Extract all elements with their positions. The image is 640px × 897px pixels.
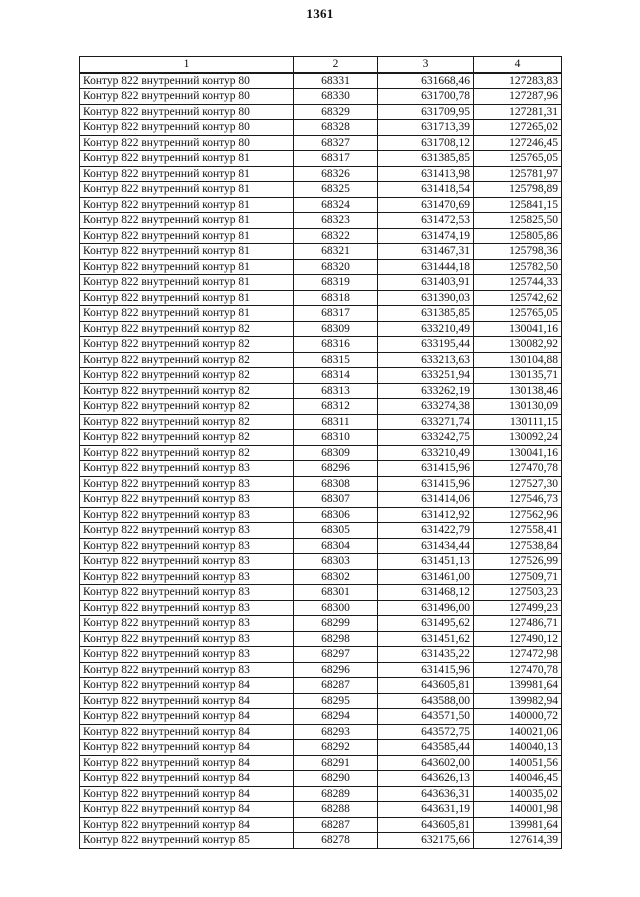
y-coordinate-cell: 125798,89 (474, 182, 562, 198)
x-coordinate-cell: 631700,78 (378, 89, 474, 105)
x-coordinate-cell: 631415,96 (378, 461, 474, 477)
y-coordinate-cell: 125841,15 (474, 197, 562, 213)
point-number-cell: 68305 (294, 523, 378, 539)
y-coordinate-cell: 127472,98 (474, 647, 562, 663)
x-coordinate-cell: 643605,81 (378, 817, 474, 833)
y-coordinate-cell: 127283,83 (474, 73, 562, 89)
contour-name-cell: Контур 822 внутренний контур 84 (80, 817, 294, 833)
table-body (80, 73, 562, 849)
x-coordinate-cell: 631414,06 (378, 492, 474, 508)
y-coordinate-cell: 140021,06 (474, 724, 562, 740)
table-row (80, 662, 562, 678)
point-number-cell: 68301 (294, 585, 378, 601)
x-coordinate-cell: 631474,19 (378, 228, 474, 244)
contour-name-cell: Контур 822 внутренний контур 82 (80, 445, 294, 461)
point-number-cell: 68311 (294, 414, 378, 430)
table-row (80, 337, 562, 353)
y-coordinate-cell: 127546,73 (474, 492, 562, 508)
point-number-cell: 68321 (294, 244, 378, 260)
y-coordinate-cell: 127562,96 (474, 507, 562, 523)
contour-name-cell: Контур 822 внутренний контур 82 (80, 337, 294, 353)
point-number-cell: 68309 (294, 321, 378, 337)
x-coordinate-cell: 633262,19 (378, 383, 474, 399)
table-row (80, 523, 562, 539)
x-coordinate-cell: 633195,44 (378, 337, 474, 353)
y-coordinate-cell: 130104,88 (474, 352, 562, 368)
point-number-cell: 68328 (294, 120, 378, 136)
contour-name-cell: Контур 822 внутренний контур 84 (80, 740, 294, 756)
table-row (80, 492, 562, 508)
point-number-cell: 68287 (294, 817, 378, 833)
contour-name-cell: Контур 822 внутренний контур 81 (80, 182, 294, 198)
point-number-cell: 68316 (294, 337, 378, 353)
contour-name-cell: Контур 822 внутренний контур 84 (80, 678, 294, 694)
column-header-3: 3 (378, 57, 474, 73)
table-row (80, 89, 562, 105)
point-number-cell: 68312 (294, 399, 378, 415)
table-row (80, 569, 562, 585)
x-coordinate-cell: 631385,85 (378, 306, 474, 322)
y-coordinate-cell: 125744,33 (474, 275, 562, 291)
y-coordinate-cell: 127614,39 (474, 833, 562, 849)
point-number-cell: 68314 (294, 368, 378, 384)
table-row (80, 228, 562, 244)
contour-name-cell: Контур 822 внутренний контур 83 (80, 631, 294, 647)
point-number-cell: 68319 (294, 275, 378, 291)
y-coordinate-cell: 139982,94 (474, 693, 562, 709)
x-coordinate-cell: 643588,00 (378, 693, 474, 709)
table-row (80, 213, 562, 229)
contour-name-cell: Контур 822 внутренний контур 82 (80, 321, 294, 337)
table-row (80, 290, 562, 306)
contour-name-cell: Контур 822 внутренний контур 83 (80, 507, 294, 523)
y-coordinate-cell: 139981,64 (474, 817, 562, 833)
contour-name-cell: Контур 822 внутренний контур 83 (80, 616, 294, 632)
y-coordinate-cell: 127558,41 (474, 523, 562, 539)
y-coordinate-cell: 127499,23 (474, 600, 562, 616)
table-row (80, 461, 562, 477)
point-number-cell: 68304 (294, 538, 378, 554)
x-coordinate-cell: 633251,94 (378, 368, 474, 384)
x-coordinate-cell: 631418,54 (378, 182, 474, 198)
y-coordinate-cell: 140046,45 (474, 771, 562, 787)
table-row (80, 383, 562, 399)
y-coordinate-cell: 130135,71 (474, 368, 562, 384)
contour-name-cell: Контур 822 внутренний контур 82 (80, 430, 294, 446)
contour-name-cell: Контур 822 внутренний контур 83 (80, 523, 294, 539)
table-row (80, 833, 562, 849)
table-row (80, 445, 562, 461)
table-row (80, 352, 562, 368)
contour-name-cell: Контур 822 внутренний контур 81 (80, 197, 294, 213)
y-coordinate-cell: 127509,71 (474, 569, 562, 585)
y-coordinate-cell: 140001,98 (474, 802, 562, 818)
contour-name-cell: Контур 822 внутренний контур 84 (80, 724, 294, 740)
table-row (80, 476, 562, 492)
point-number-cell: 68315 (294, 352, 378, 368)
x-coordinate-cell: 633271,74 (378, 414, 474, 430)
y-coordinate-cell: 125782,50 (474, 259, 562, 275)
point-number-cell: 68324 (294, 197, 378, 213)
point-number-cell: 68300 (294, 600, 378, 616)
contour-name-cell: Контур 822 внутренний контур 83 (80, 461, 294, 477)
x-coordinate-cell: 631461,00 (378, 569, 474, 585)
x-coordinate-cell: 633242,75 (378, 430, 474, 446)
x-coordinate-cell: 633213,63 (378, 352, 474, 368)
contour-name-cell: Контур 822 внутренний контур 83 (80, 585, 294, 601)
contour-name-cell: Контур 822 внутренний контур 80 (80, 104, 294, 120)
y-coordinate-cell: 130111,15 (474, 414, 562, 430)
y-coordinate-cell: 127470,78 (474, 461, 562, 477)
x-coordinate-cell: 631472,53 (378, 213, 474, 229)
point-number-cell: 68327 (294, 135, 378, 151)
contour-name-cell: Контур 822 внутренний контур 84 (80, 802, 294, 818)
y-coordinate-cell: 125742,62 (474, 290, 562, 306)
table-row (80, 430, 562, 446)
contour-name-cell: Контур 822 внутренний контур 80 (80, 120, 294, 136)
table-row (80, 631, 562, 647)
contour-name-cell: Контур 822 внутренний контур 81 (80, 290, 294, 306)
point-number-cell: 68320 (294, 259, 378, 275)
point-number-cell: 68331 (294, 73, 378, 89)
table-row (80, 817, 562, 833)
point-number-cell: 68297 (294, 647, 378, 663)
contour-name-cell: Контур 822 внутренний контур 84 (80, 709, 294, 725)
table-row (80, 275, 562, 291)
x-coordinate-cell: 631413,98 (378, 166, 474, 182)
point-number-cell: 68317 (294, 151, 378, 167)
table-row (80, 321, 562, 337)
x-coordinate-cell: 631451,62 (378, 631, 474, 647)
contour-name-cell: Контур 822 внутренний контур 81 (80, 275, 294, 291)
x-coordinate-cell: 631385,85 (378, 151, 474, 167)
contour-name-cell: Контур 822 внутренний контур 82 (80, 368, 294, 384)
point-number-cell: 68307 (294, 492, 378, 508)
contour-name-cell: Контур 822 внутренний контур 83 (80, 662, 294, 678)
point-number-cell: 68302 (294, 569, 378, 585)
y-coordinate-cell: 140035,02 (474, 786, 562, 802)
point-number-cell: 68295 (294, 693, 378, 709)
contour-name-cell: Контур 822 внутренний контур 82 (80, 414, 294, 430)
table-row (80, 368, 562, 384)
x-coordinate-cell: 631403,91 (378, 275, 474, 291)
x-coordinate-cell: 633274,38 (378, 399, 474, 415)
y-coordinate-cell: 140000,72 (474, 709, 562, 725)
x-coordinate-cell: 631668,46 (378, 73, 474, 89)
y-coordinate-cell: 130092,24 (474, 430, 562, 446)
x-coordinate-cell: 631412,92 (378, 507, 474, 523)
x-coordinate-cell: 632175,66 (378, 833, 474, 849)
point-number-cell: 68303 (294, 554, 378, 570)
x-coordinate-cell: 631709,95 (378, 104, 474, 120)
y-coordinate-cell: 127527,30 (474, 476, 562, 492)
table-row (80, 709, 562, 725)
contour-name-cell: Контур 822 внутренний контур 81 (80, 228, 294, 244)
contour-name-cell: Контур 822 внутренний контур 81 (80, 166, 294, 182)
table-row (80, 182, 562, 198)
contour-name-cell: Контур 822 внутренний контур 82 (80, 383, 294, 399)
point-number-cell: 68290 (294, 771, 378, 787)
y-coordinate-cell: 127490,12 (474, 631, 562, 647)
y-coordinate-cell: 127265,02 (474, 120, 562, 136)
contour-name-cell: Контур 822 внутренний контур 81 (80, 244, 294, 260)
point-number-cell: 68306 (294, 507, 378, 523)
point-number-cell: 68296 (294, 461, 378, 477)
contour-name-cell: Контур 822 внутренний контур 83 (80, 538, 294, 554)
x-coordinate-cell: 631496,00 (378, 600, 474, 616)
y-coordinate-cell: 125805,86 (474, 228, 562, 244)
x-coordinate-cell: 631390,03 (378, 290, 474, 306)
contour-name-cell: Контур 822 внутренний контур 82 (80, 399, 294, 415)
y-coordinate-cell: 140051,56 (474, 755, 562, 771)
contour-name-cell: Контур 822 внутренний контур 84 (80, 755, 294, 771)
table-row (80, 678, 562, 694)
point-number-cell: 68299 (294, 616, 378, 632)
contour-name-cell: Контур 822 внутренний контур 83 (80, 492, 294, 508)
table-row (80, 399, 562, 415)
x-coordinate-cell: 631435,22 (378, 647, 474, 663)
x-coordinate-cell: 631713,39 (378, 120, 474, 136)
y-coordinate-cell: 125765,05 (474, 306, 562, 322)
contour-name-cell: Контур 822 внутренний контур 84 (80, 771, 294, 787)
table-row (80, 507, 562, 523)
point-number-cell: 68288 (294, 802, 378, 818)
table-row (80, 197, 562, 213)
page-number: 1361 (306, 6, 334, 21)
table-row (80, 538, 562, 554)
y-coordinate-cell: 127526,99 (474, 554, 562, 570)
x-coordinate-cell: 631467,31 (378, 244, 474, 260)
table-row (80, 600, 562, 616)
column-header-1: 1 (80, 57, 294, 73)
column-header-4: 4 (474, 57, 562, 73)
contour-name-cell: Контур 822 внутренний контур 80 (80, 135, 294, 151)
x-coordinate-cell: 631444,18 (378, 259, 474, 275)
y-coordinate-cell: 130041,16 (474, 445, 562, 461)
x-coordinate-cell: 631434,44 (378, 538, 474, 554)
y-coordinate-cell: 130041,16 (474, 321, 562, 337)
y-coordinate-cell: 125781,97 (474, 166, 562, 182)
x-coordinate-cell: 643631,19 (378, 802, 474, 818)
table-header-row (80, 57, 562, 73)
table-row (80, 740, 562, 756)
column-header-2: 2 (294, 57, 378, 73)
y-coordinate-cell: 125765,05 (474, 151, 562, 167)
table-row (80, 73, 562, 89)
y-coordinate-cell: 127281,31 (474, 104, 562, 120)
y-coordinate-cell: 127246,45 (474, 135, 562, 151)
table-row (80, 151, 562, 167)
y-coordinate-cell: 139981,64 (474, 678, 562, 694)
table-row (80, 120, 562, 136)
x-coordinate-cell: 631415,96 (378, 476, 474, 492)
contour-name-cell: Контур 822 внутренний контур 83 (80, 569, 294, 585)
contour-name-cell: Контур 822 внутренний контур 80 (80, 89, 294, 105)
contour-name-cell: Контур 822 внутренний контур 83 (80, 554, 294, 570)
x-coordinate-cell: 643571,50 (378, 709, 474, 725)
point-number-cell: 68298 (294, 631, 378, 647)
y-coordinate-cell: 125825,50 (474, 213, 562, 229)
point-number-cell: 68287 (294, 678, 378, 694)
table-row (80, 104, 562, 120)
contour-name-cell: Контур 822 внутренний контур 82 (80, 352, 294, 368)
x-coordinate-cell: 643572,75 (378, 724, 474, 740)
point-number-cell: 68278 (294, 833, 378, 849)
x-coordinate-cell: 631470,69 (378, 197, 474, 213)
contour-name-cell: Контур 822 внутренний контур 83 (80, 647, 294, 663)
table-row (80, 755, 562, 771)
point-number-cell: 68293 (294, 724, 378, 740)
x-coordinate-cell: 643602,00 (378, 755, 474, 771)
contour-name-cell: Контур 822 внутренний контур 83 (80, 600, 294, 616)
table-row (80, 724, 562, 740)
contour-name-cell: Контур 822 внутренний контур 80 (80, 73, 294, 89)
y-coordinate-cell: 125798,36 (474, 244, 562, 260)
x-coordinate-cell: 631495,62 (378, 616, 474, 632)
y-coordinate-cell: 130130,09 (474, 399, 562, 415)
table-row (80, 554, 562, 570)
coordinates-table (79, 56, 562, 849)
contour-name-cell: Контур 822 внутренний контур 84 (80, 786, 294, 802)
table-row (80, 306, 562, 322)
point-number-cell: 68289 (294, 786, 378, 802)
x-coordinate-cell: 643626,13 (378, 771, 474, 787)
x-coordinate-cell: 633210,49 (378, 445, 474, 461)
contour-name-cell: Контур 822 внутренний контур 85 (80, 833, 294, 849)
point-number-cell: 68330 (294, 89, 378, 105)
point-number-cell: 68318 (294, 290, 378, 306)
x-coordinate-cell: 631708,12 (378, 135, 474, 151)
table-row (80, 244, 562, 260)
table-row (80, 647, 562, 663)
x-coordinate-cell: 643636,31 (378, 786, 474, 802)
y-coordinate-cell: 130082,92 (474, 337, 562, 353)
x-coordinate-cell: 643605,81 (378, 678, 474, 694)
point-number-cell: 68325 (294, 182, 378, 198)
table-row (80, 259, 562, 275)
x-coordinate-cell: 631415,96 (378, 662, 474, 678)
point-number-cell: 68291 (294, 755, 378, 771)
table-row (80, 771, 562, 787)
table-row (80, 585, 562, 601)
y-coordinate-cell: 127486,71 (474, 616, 562, 632)
contour-name-cell: Контур 822 внутренний контур 81 (80, 151, 294, 167)
contour-name-cell: Контур 822 внутренний контур 83 (80, 476, 294, 492)
x-coordinate-cell: 631451,13 (378, 554, 474, 570)
y-coordinate-cell: 127287,96 (474, 89, 562, 105)
point-number-cell: 68326 (294, 166, 378, 182)
point-number-cell: 68323 (294, 213, 378, 229)
y-coordinate-cell: 127470,78 (474, 662, 562, 678)
point-number-cell: 68309 (294, 445, 378, 461)
table-row (80, 166, 562, 182)
point-number-cell: 68308 (294, 476, 378, 492)
table-row (80, 786, 562, 802)
point-number-cell: 68313 (294, 383, 378, 399)
contour-name-cell: Контур 822 внутренний контур 81 (80, 213, 294, 229)
y-coordinate-cell: 130138,46 (474, 383, 562, 399)
table-row (80, 693, 562, 709)
point-number-cell: 68294 (294, 709, 378, 725)
x-coordinate-cell: 631468,12 (378, 585, 474, 601)
point-number-cell: 68329 (294, 104, 378, 120)
y-coordinate-cell: 127503,23 (474, 585, 562, 601)
x-coordinate-cell: 643585,44 (378, 740, 474, 756)
y-coordinate-cell: 140040,13 (474, 740, 562, 756)
y-coordinate-cell: 127538,84 (474, 538, 562, 554)
table-row (80, 616, 562, 632)
x-coordinate-cell: 631422,79 (378, 523, 474, 539)
point-number-cell: 68296 (294, 662, 378, 678)
x-coordinate-cell: 633210,49 (378, 321, 474, 337)
point-number-cell: 68292 (294, 740, 378, 756)
point-number-cell: 68322 (294, 228, 378, 244)
point-number-cell: 68310 (294, 430, 378, 446)
contour-name-cell: Контур 822 внутренний контур 81 (80, 306, 294, 322)
contour-name-cell: Контур 822 внутренний контур 84 (80, 693, 294, 709)
table-row (80, 135, 562, 151)
point-number-cell: 68317 (294, 306, 378, 322)
contour-name-cell: Контур 822 внутренний контур 81 (80, 259, 294, 275)
table-row (80, 802, 562, 818)
table-row (80, 414, 562, 430)
